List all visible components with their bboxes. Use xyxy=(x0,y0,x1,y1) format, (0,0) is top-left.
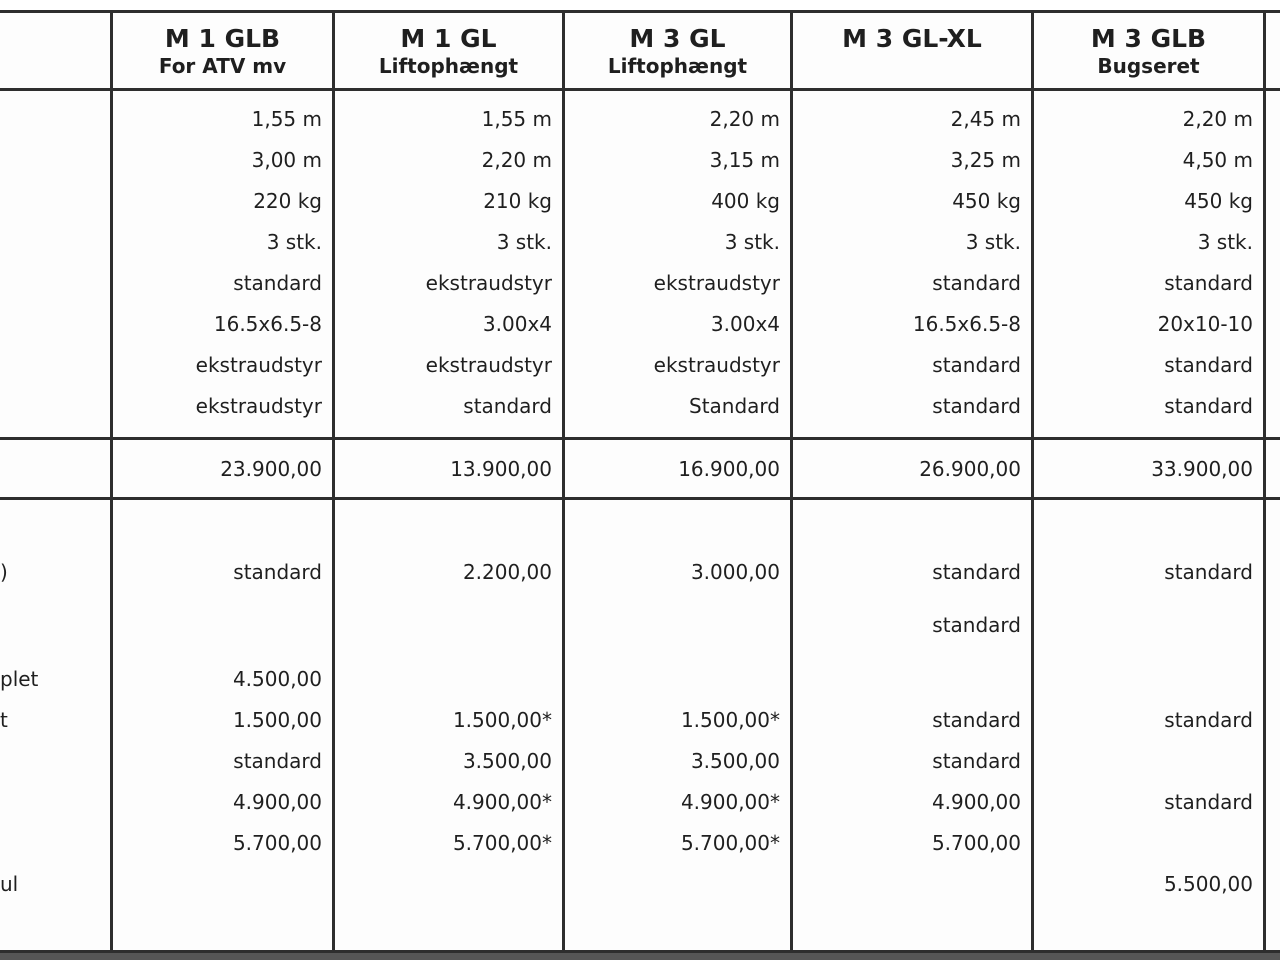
options-value-cell: 5.700,00 xyxy=(931,830,1021,855)
column-title: M 3 GL-XL xyxy=(842,23,982,53)
row-label-fragment xyxy=(0,221,110,262)
options-value-cell: 4.900,00* xyxy=(452,789,552,814)
column-title: M 1 GL xyxy=(400,23,497,53)
options-value-cell: standard xyxy=(1164,559,1253,584)
spec-value-cell: 450 kg xyxy=(1184,188,1253,213)
price-value-column xyxy=(793,440,1031,497)
options-value-cell: 1.500,00* xyxy=(452,707,552,732)
options-value-cell: 2.200,00 xyxy=(462,559,552,584)
options-value-cell: standard xyxy=(233,559,322,584)
spec-value-cell: standard xyxy=(1164,393,1253,418)
spec-value-cell: standard xyxy=(463,393,552,418)
options-value-cell: 4.500,00 xyxy=(232,666,322,691)
options-value-cell: standard xyxy=(932,748,1021,773)
options-value-cell xyxy=(793,658,1031,699)
column-subtitle: For ATV mv xyxy=(158,54,287,79)
price-value-cell: 16.900,00 xyxy=(678,456,780,481)
page-bottom-edge xyxy=(0,953,1280,960)
spec-value-cell: 3.00x4 xyxy=(482,311,552,336)
spec-value-cell: 3 stk. xyxy=(724,229,780,254)
column-subtitle: Liftophængt xyxy=(607,54,748,79)
spec-value-cell: 2,45 m xyxy=(950,106,1021,131)
row-label-fragment xyxy=(0,740,110,781)
spec-value-cell: ekstraudstyr xyxy=(653,270,780,295)
spec-value-cell: Standard xyxy=(689,393,780,418)
options-value-cell xyxy=(565,658,790,699)
column-title: M 1 GLB xyxy=(164,23,281,53)
price-value-cell: 13.900,00 xyxy=(450,456,552,481)
spec-value-column xyxy=(335,91,562,437)
options-value-cell xyxy=(1034,604,1263,645)
spec-value-cell: standard xyxy=(932,393,1021,418)
spec-value-cell: 2,20 m xyxy=(1182,106,1253,131)
column-subtitle: Bugseret xyxy=(1097,54,1200,79)
row-label-fragment xyxy=(0,139,110,180)
row-label-fragment: t xyxy=(0,707,8,732)
options-value-column xyxy=(1034,500,1263,950)
row-label-fragment: ul xyxy=(0,871,19,896)
options-value-cell xyxy=(565,863,790,904)
price-value-column xyxy=(1034,440,1263,497)
options-value-column xyxy=(793,500,1031,950)
row-label-fragment xyxy=(0,344,110,385)
row-label-fragment: plet xyxy=(0,666,39,691)
price-value-column xyxy=(565,440,790,497)
options-value-cell: 4.900,00 xyxy=(232,789,322,814)
column-subtitle: Liftophængt xyxy=(378,54,519,79)
column-header-m3glxl xyxy=(793,13,1031,88)
spec-value-cell: ekstraudstyr xyxy=(195,393,322,418)
options-value-cell xyxy=(113,604,332,645)
options-value-cell: 1.500,00* xyxy=(680,707,780,732)
column-title: M 3 GL xyxy=(629,23,726,53)
spec-value-cell: 16.5x6.5-8 xyxy=(912,311,1021,336)
options-value-cell: standard xyxy=(1164,789,1253,814)
price-value-column xyxy=(113,440,332,497)
column-header-m1glb xyxy=(113,13,332,88)
price-value-cell: 26.900,00 xyxy=(919,456,1021,481)
spec-value-cell: standard xyxy=(1164,352,1253,377)
options-value-cell xyxy=(335,863,562,904)
options-value-cell: standard xyxy=(932,612,1021,637)
row-label-fragment xyxy=(0,448,110,489)
price-label-column xyxy=(0,440,110,497)
spec-value-cell: 1,55 m xyxy=(481,106,552,131)
row-label-fragment xyxy=(0,781,110,822)
options-value-column xyxy=(565,500,790,950)
options-value-cell xyxy=(335,604,562,645)
column-title: M 3 GLB xyxy=(1090,23,1207,53)
price-comparison-table xyxy=(0,10,1280,953)
options-value-cell: 5.700,00* xyxy=(680,830,780,855)
spec-value-cell: standard xyxy=(932,270,1021,295)
spec-value-cell: 3 stk. xyxy=(965,229,1021,254)
spec-value-column xyxy=(793,91,1031,437)
options-value-cell: standard xyxy=(1164,707,1253,732)
options-value-column xyxy=(335,500,562,950)
spec-value-cell: ekstraudstyr xyxy=(653,352,780,377)
spec-value-cell: 1,55 m xyxy=(251,106,322,131)
row-label-fragment xyxy=(0,822,110,863)
spec-value-column xyxy=(1034,91,1263,437)
options-value-cell: 3.000,00 xyxy=(690,559,780,584)
spec-value-cell: standard xyxy=(233,270,322,295)
spec-value-cell: 3 stk. xyxy=(496,229,552,254)
options-value-cell: 4.900,00* xyxy=(680,789,780,814)
spec-value-cell: standard xyxy=(1164,270,1253,295)
options-value-cell: standard xyxy=(932,559,1021,584)
spec-value-cell: 3.00x4 xyxy=(710,311,780,336)
vertical-grid-line xyxy=(1263,10,1266,953)
spec-value-cell: 2,20 m xyxy=(709,106,780,131)
options-value-cell xyxy=(1034,740,1263,781)
spec-value-cell: 2,20 m xyxy=(481,147,552,172)
column-header-m3glb xyxy=(1034,13,1263,88)
spec-value-cell: ekstraudstyr xyxy=(425,270,552,295)
row-label-fragment xyxy=(0,262,110,303)
options-value-cell xyxy=(335,658,562,699)
row-label-fragment: ) xyxy=(0,559,8,584)
options-value-cell: 1.500,00 xyxy=(232,707,322,732)
options-value-cell: 3.500,00 xyxy=(690,748,780,773)
options-value-cell: 5.500,00 xyxy=(1163,871,1253,896)
options-value-cell xyxy=(1034,658,1263,699)
spec-value-cell: 4,50 m xyxy=(1182,147,1253,172)
spec-value-cell: ekstraudstyr xyxy=(425,352,552,377)
spec-value-cell: 3,15 m xyxy=(709,147,780,172)
spec-label-column xyxy=(0,91,110,437)
options-value-cell: standard xyxy=(233,748,322,773)
spec-value-cell: 450 kg xyxy=(952,188,1021,213)
price-value-cell: 33.900,00 xyxy=(1151,456,1253,481)
options-value-cell: standard xyxy=(932,707,1021,732)
spec-value-cell: 210 kg xyxy=(483,188,552,213)
options-value-cell: 5.700,00 xyxy=(232,830,322,855)
options-value-cell xyxy=(1034,822,1263,863)
row-label-fragment xyxy=(0,303,110,344)
spec-value-cell: standard xyxy=(932,352,1021,377)
options-value-cell: 5.700,00* xyxy=(452,830,552,855)
spec-value-cell: 3,00 m xyxy=(251,147,322,172)
spec-value-cell: 400 kg xyxy=(711,188,780,213)
options-value-cell: 3.500,00 xyxy=(462,748,552,773)
row-label-fragment xyxy=(0,180,110,221)
options-value-cell: 4.900,00 xyxy=(931,789,1021,814)
row-label-fragment xyxy=(0,98,110,139)
spec-value-cell: 3,25 m xyxy=(950,147,1021,172)
options-value-cell xyxy=(113,863,332,904)
spec-value-cell: 20x10-10 xyxy=(1157,311,1253,336)
price-value-column xyxy=(335,440,562,497)
options-value-column xyxy=(113,500,332,950)
row-label-fragment xyxy=(0,604,110,645)
spec-value-column xyxy=(113,91,332,437)
row-label-fragment xyxy=(0,385,110,426)
options-value-cell xyxy=(565,604,790,645)
spec-value-cell: 3 stk. xyxy=(1197,229,1253,254)
price-value-cell: 23.900,00 xyxy=(220,456,322,481)
spec-value-column xyxy=(565,91,790,437)
options-value-cell xyxy=(793,863,1031,904)
column-header-m1gl xyxy=(335,13,562,88)
options-label-column xyxy=(0,500,110,950)
spec-value-cell: ekstraudstyr xyxy=(195,352,322,377)
column-header-m3gl xyxy=(565,13,790,88)
spec-value-cell: 16.5x6.5-8 xyxy=(213,311,322,336)
spec-value-cell: 220 kg xyxy=(253,188,322,213)
spec-value-cell: 3 stk. xyxy=(266,229,322,254)
